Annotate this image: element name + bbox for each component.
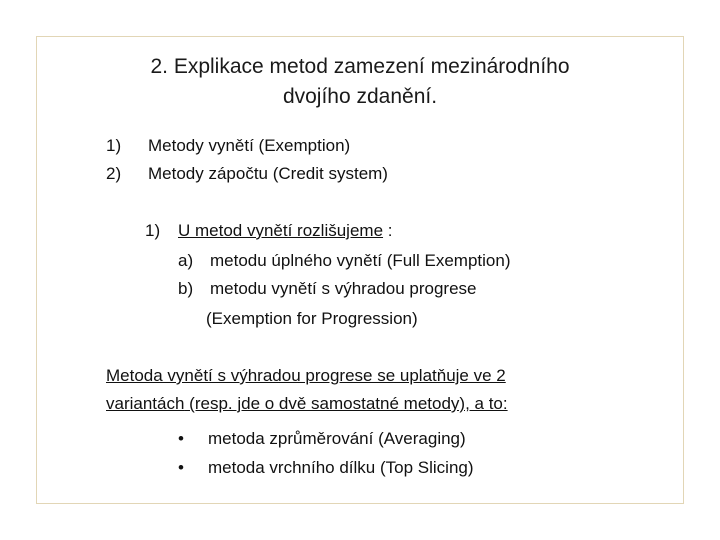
variant-1-plain: Averaging) [383, 429, 466, 448]
method-2-text: Metody zápočtu (Credit system) [148, 164, 388, 183]
distinguish-number: 1) [145, 221, 161, 240]
option-b-letter: b) [178, 279, 194, 298]
variant-2-bold: metoda vrchního dílku [208, 458, 376, 477]
option-a-text [210, 250, 511, 272]
variant-1-bold: metoda zprůměrování [208, 429, 374, 448]
method-2-number: 2) [106, 164, 122, 183]
variant-1-bullet: • [178, 429, 184, 448]
option-a-letter: a) [178, 251, 194, 270]
variant-1-open: ( [373, 429, 384, 448]
option-b-bold: metodu vynětí s výhradou progrese [210, 279, 477, 298]
distinguish-heading [178, 220, 392, 242]
method-1-text: Metody vynětí (Exemption) [148, 136, 351, 155]
variant-1-text [208, 428, 466, 450]
paragraph-line-2-bold: variantách [106, 394, 185, 413]
option-b-continuation: (Exemption for Progression) [206, 309, 418, 328]
option-a-bold: metodu úplného vynětí [210, 251, 383, 270]
distinguish-heading-suffix: : [383, 221, 393, 240]
option-a-plain: (Full Exemption) [382, 251, 511, 270]
distinguish-heading-text: U metod vynětí rozlišujeme [178, 221, 384, 240]
method-1-number: 1) [106, 136, 122, 155]
variant-2-plain: Top Slicing) [385, 458, 474, 477]
variant-2-open: ( [375, 458, 386, 477]
title-line-1: 2. Explikace metod zamezení mezinárodního [150, 55, 570, 78]
paragraph-line-1: Metoda vynětí s výhradou progrese se uplatňuje ve 2 [106, 366, 506, 385]
paragraph-line-2-plain: (resp. jde o dvě samostatné metody), a to: [184, 394, 508, 413]
variant-2-text [208, 457, 474, 479]
slide-title [96, 52, 624, 112]
variant-2-bullet: • [178, 458, 184, 477]
title-line-2: dvojího zdanění. [282, 85, 438, 108]
paragraph-line-2 [106, 393, 508, 415]
